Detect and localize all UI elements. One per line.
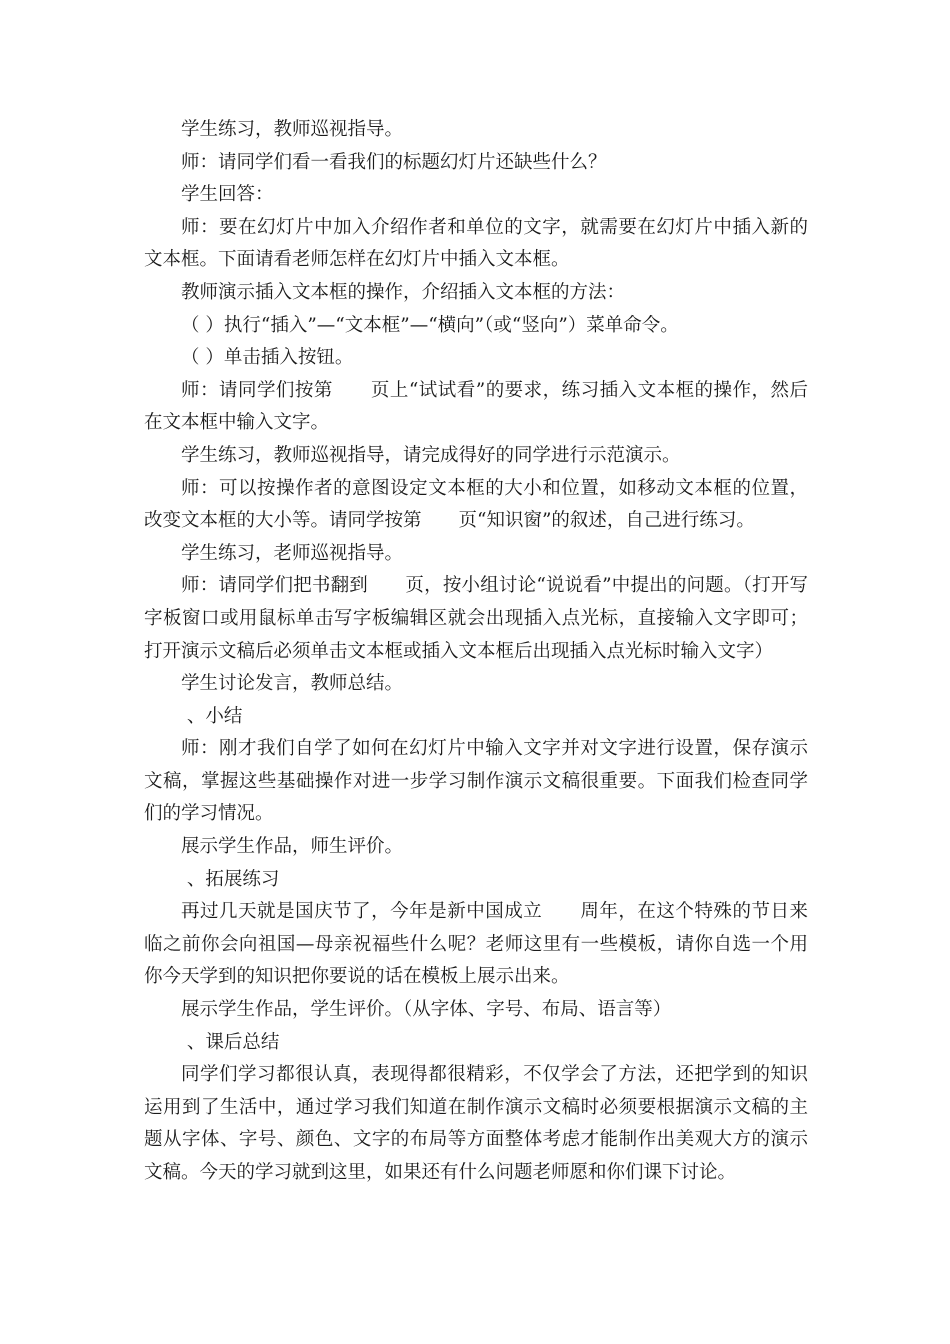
- paragraph: 师：请同学们看一看我们的标题幻灯片还缺些什么？: [181, 151, 607, 173]
- paragraph: 师：要在幻灯片中加入介绍作者和单位的文字，就需要在幻灯片中插入新的文本框。下面请看老师怎样在幻灯片中插入文本框。: [144, 216, 808, 271]
- paragraph: 师：请同学们把书翻到 页，按小组讨论“说说看”中提出的问题。（打开写字板窗口或用鼠标单击写字板编辑区就会出现插入点光标，直接输入文字即可；打开演示文稿后必须单击文本框或插入文本框后出现插入点光标时输入文字）: [144, 575, 808, 662]
- paragraph: 再过几天就是国庆节了，今年是新中国成立 周年，在这个特殊的节日来临之前你会向祖国—母亲祝福些什么呢？老师这里有一些模板，请你自选一个用你今天学到的知识把你要说的话在模板上展示出来。: [144, 901, 808, 988]
- paragraph: 学生练习，教师巡视指导，请完成得好的同学进行示范演示。: [181, 444, 681, 466]
- paragraph: 师：可以按操作者的意图设定文本框的大小和位置，如移动文本框的位置，改变文本框的大小等。请同学按第 页“知识窗”的叙述，自己进行练习。: [144, 477, 808, 532]
- paragraph: 学生练习，教师巡视指导。: [181, 119, 404, 140]
- paragraph: 教师演示插入文本框的操作，介绍插入文本框的方法：: [181, 281, 626, 303]
- section-heading: 、拓展练习: [181, 868, 280, 890]
- paragraph: 展示学生作品，师生评价。: [181, 836, 404, 858]
- paragraph: 学生练习，老师巡视指导。: [181, 542, 404, 564]
- document-body: [144, 114, 808, 1190]
- section-heading: 、课后总结: [181, 1031, 280, 1053]
- paragraph: 展示学生作品，学生评价。（从字体、字号、布局、语言等）: [181, 999, 672, 1021]
- paragraph: 同学们学习都很认真，表现得都很精彩，不仅学会了方法，还把学到的知识运用到了生活中，通过学习我们知道在制作演示文稿时必须要根据演示文稿的主题从字体、字号、颜色、文字的布局等方面整体考虑才能制作出美观大方的演示文稿。今天的学习就到这里，如果还有什么问题老师愿和你们课下讨论。: [144, 1064, 808, 1183]
- paragraph: 学生讨论发言，教师总结。: [181, 673, 404, 695]
- paragraph: （ ）单击插入按钮。: [181, 347, 354, 369]
- paragraph: 学生回答：: [181, 184, 274, 206]
- section-heading: 、小结: [181, 705, 243, 727]
- paragraph: （ ）执行“插入”—“文本框”—“横向”（或“竖向”）菜单命令。: [181, 314, 679, 336]
- paragraph: 师：请同学们按第 页上“试试看”的要求，练习插入文本框的操作，然后在文本框中输入文字。: [144, 379, 808, 434]
- paragraph: 师：刚才我们自学了如何在幻灯片中输入文字并对文字进行设置，保存演示文稿，掌握这些基础操作对进一步学习制作演示文稿很重要。下面我们检查同学们的学习情况。: [144, 738, 808, 825]
